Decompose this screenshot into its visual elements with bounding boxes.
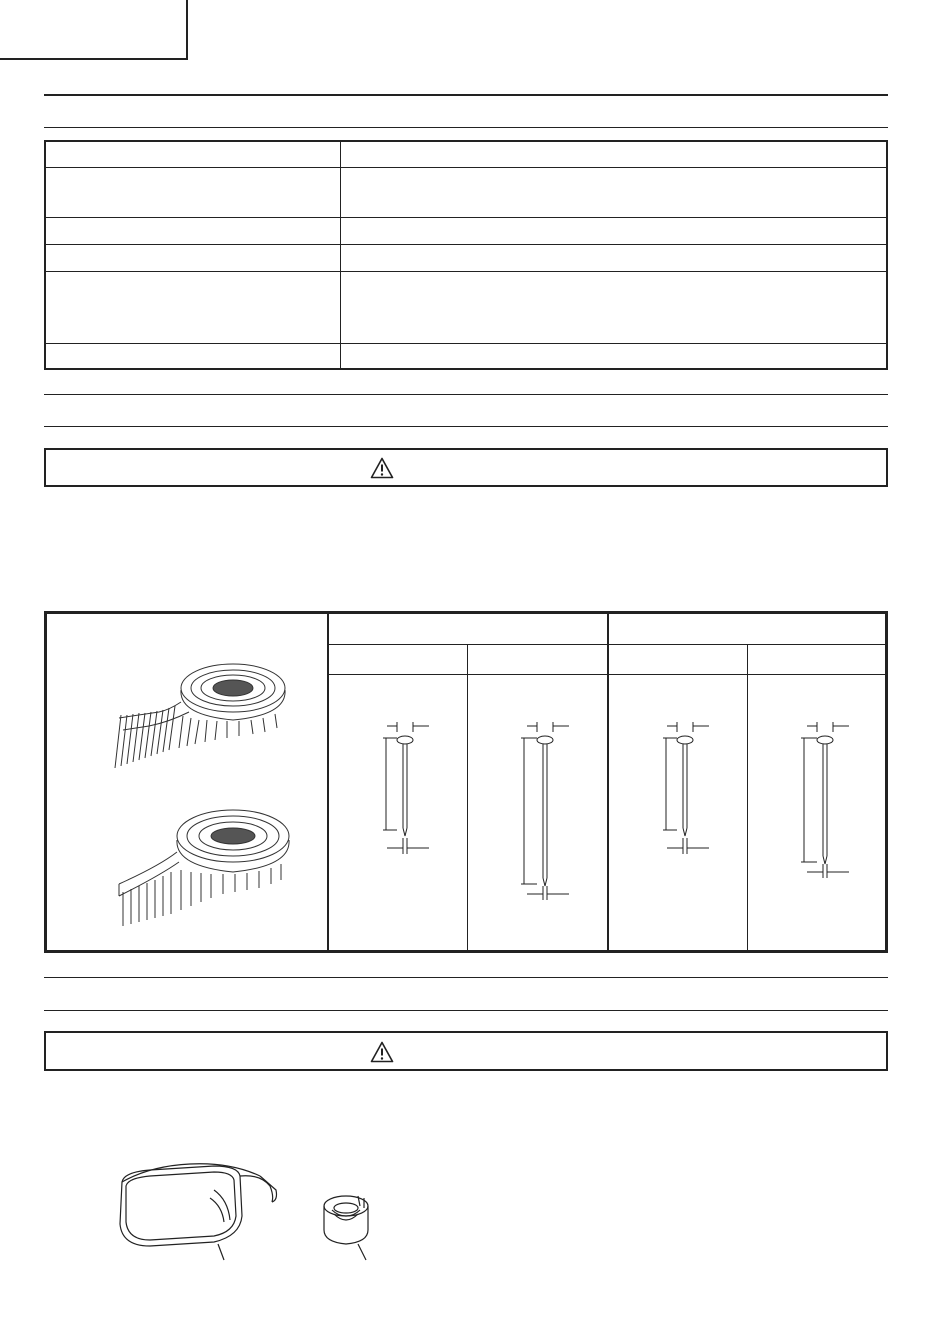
safety-glasses-image — [110, 1160, 280, 1262]
warning-triangle-icon — [370, 457, 394, 479]
spec-table-row-divider — [46, 217, 886, 218]
section-rule-bottom — [44, 127, 888, 128]
page-tab — [0, 0, 188, 60]
nail-dimension-diagram — [515, 718, 579, 904]
nail-dimension-diagram — [655, 718, 719, 860]
plastic-collated-coil-nails-image — [109, 800, 299, 930]
nail-table-divider — [327, 614, 329, 950]
nail-table-divider — [467, 645, 468, 950]
nail-table-divider — [328, 674, 885, 675]
section-rule-top — [44, 977, 888, 978]
warning-triangle-icon — [370, 1041, 394, 1063]
spec-table-row-divider — [46, 244, 886, 245]
nail-table-divider — [607, 614, 609, 950]
nail-table-divider — [747, 645, 748, 950]
spec-table-row-divider — [46, 271, 886, 272]
nail-dimension-diagram — [795, 718, 859, 884]
section-rule-bottom — [44, 426, 888, 427]
section-rule-top — [44, 394, 888, 395]
nail-table-divider — [328, 644, 885, 645]
nail-table — [44, 611, 888, 953]
nail-dimension-diagram — [375, 718, 439, 860]
spec-table-row-divider — [46, 343, 886, 344]
section-rule-bottom — [44, 1010, 888, 1011]
nose-cap-image — [318, 1192, 378, 1264]
wire-collated-coil-nails-image — [109, 660, 299, 775]
section-rule-top — [44, 94, 888, 96]
spec-table-column-divider — [340, 142, 341, 368]
spec-table-row-divider — [46, 167, 886, 168]
warning-box — [44, 448, 888, 487]
warning-box — [44, 1031, 888, 1071]
spec-table — [44, 140, 888, 370]
